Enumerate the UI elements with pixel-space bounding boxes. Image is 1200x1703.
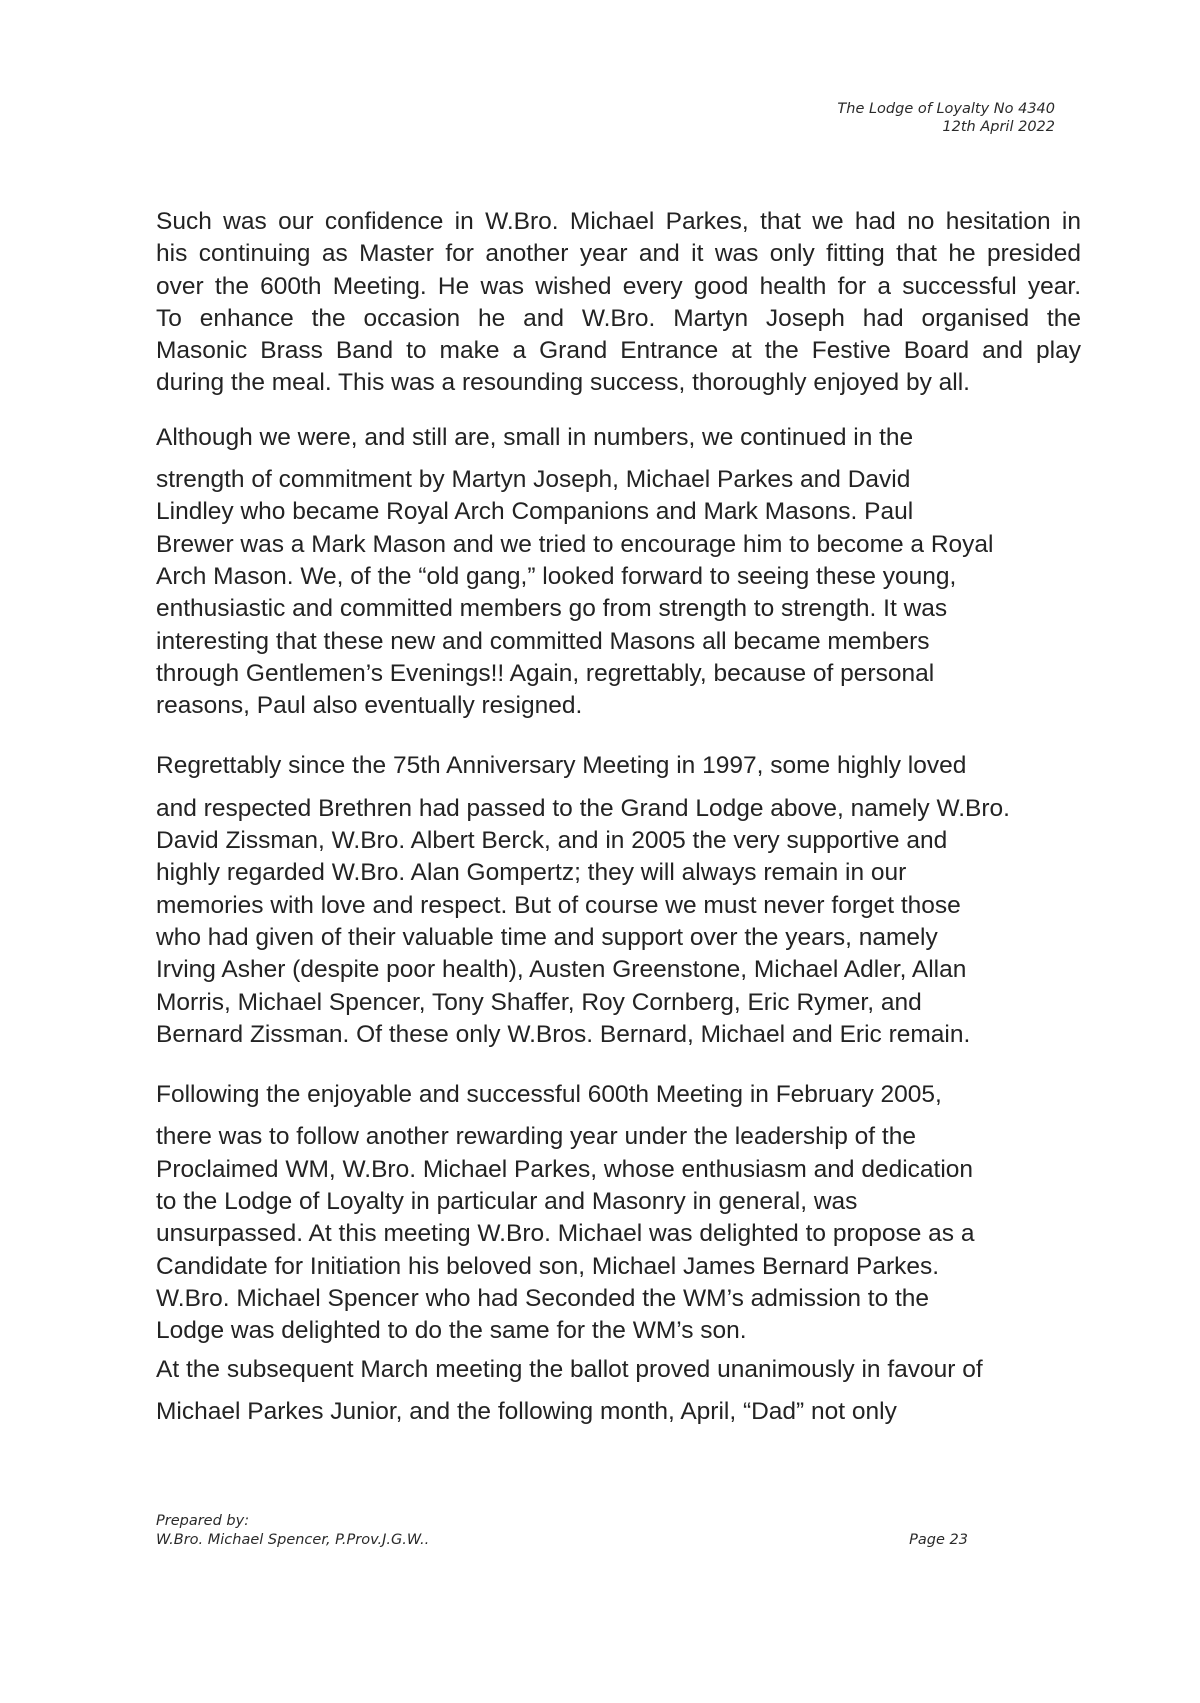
text-line: Bernard Zissman. Of these only W.Bros. Bernard, Michael and Eric remain. [156,1020,971,1048]
text-line: there was to follow another rewarding year under the leadership of the [156,1123,916,1151]
text-line: Brewer was a Mark Mason and we tried to encourage him to become a Royal [156,530,994,558]
prepared-by-label: Prepared by: [156,1513,250,1529]
paragraph-3 [156,750,1081,1051]
lodge-name: The Lodge of Loyalty No 4340 [837,101,1055,117]
text-line: Following the enjoyable and successful 600th Meeting in February 2005, [156,1081,942,1109]
header-date: 12th April 2022 [942,119,1055,135]
text-line: memories with love and respect. But of course we must never forget those [156,891,961,919]
text-line: his continuing as Master for another year and it was only fitting that he presided [156,240,1081,268]
text-line: who had given of their valuable time and support over the years, namely [156,923,938,951]
text-line: Lindley who became Royal Arch Companions and Mark Masons. Paul [156,498,914,526]
paragraph-1 [156,206,1081,400]
paragraph-4 [156,1079,1081,1347]
author-credit: W.Bro. Michael Spencer, P.Prov.J.G.W.. [156,1532,430,1548]
page-header [837,100,1055,136]
paragraph-2 [156,422,1081,723]
text-line: unsurpassed. At this meeting W.Bro. Michael was delighted to propose as a [156,1220,975,1248]
text-line: David Zissman, W.Bro. Albert Berck, and in 2005 the very supportive and [156,827,948,855]
text-line: Irving Asher (despite poor health), Austen Greenstone, Michael Adler, Allan [156,956,967,984]
text-line: reasons, Paul also eventually resigned. [156,692,583,720]
text-line: Candidate for Initiation his beloved son, Michael James Bernard Parkes. [156,1252,940,1280]
text-line: enthusiastic and committed members go from strength to strength. It was [156,595,948,623]
text-line: Proclaimed WM, W.Bro. Michael Parkes, whose enthusiasm and dedication [156,1155,974,1183]
page-number: Page 23 [909,1532,968,1548]
text-line: At the subsequent March meeting the ballot proved unanimously in favour of [156,1355,983,1383]
text-line: interesting that these new and committed Masons all became members [156,627,930,655]
text-line: Lodge was delighted to do the same for the WM’s son. [156,1317,747,1345]
text-line: Regrettably since the 75th Anniversary Meeting in 1997, some highly loved [156,752,967,780]
text-line: during the meal. This was a resounding success, thoroughly enjoyed by all. [156,369,970,397]
text-line: Such was our confidence in W.Bro. Michael Parkes, that we had no hesitation in [156,208,1081,235]
text-line: highly regarded W.Bro. Alan Gompertz; they will always remain in our [156,859,907,887]
text-line: Arch Mason. We, of the “old gang,” looked forward to seeing these young, [156,562,957,590]
paragraph-5 [156,1354,1081,1429]
text-line: through Gentlemen’s Evenings!! Again, regrettably, because of personal [156,659,935,687]
page-footer [156,1512,968,1550]
text-line: and respected Brethren had passed to the Grand Lodge above, namely W.Bro. [156,794,1010,822]
text-line: to the Lodge of Loyalty in particular and Masonry in general, was [156,1188,858,1216]
text-line: To enhance the occasion he and W.Bro. Martyn Joseph had organised the [156,304,1081,332]
text-line: Masonic Brass Band to make a Grand Entrance at the Festive Board and play [156,337,1081,365]
text-line: Although we were, and still are, small in numbers, we continued in the [156,423,914,451]
text-line: Morris, Michael Spencer, Tony Shaffer, Roy Cornberg, Eric Rymer, and [156,988,922,1016]
text-line: W.Bro. Michael Spencer who had Seconded the WM’s admission to the [156,1284,930,1312]
text-line: strength of commitment by Martyn Joseph, Michael Parkes and David [156,466,911,494]
text-line: Michael Parkes Junior, and the following month, April, “Dad” not only [156,1397,897,1425]
document-body [156,206,1081,1428]
text-line: over the 600th Meeting. He was wished every good health for a successful year. [156,272,1081,300]
